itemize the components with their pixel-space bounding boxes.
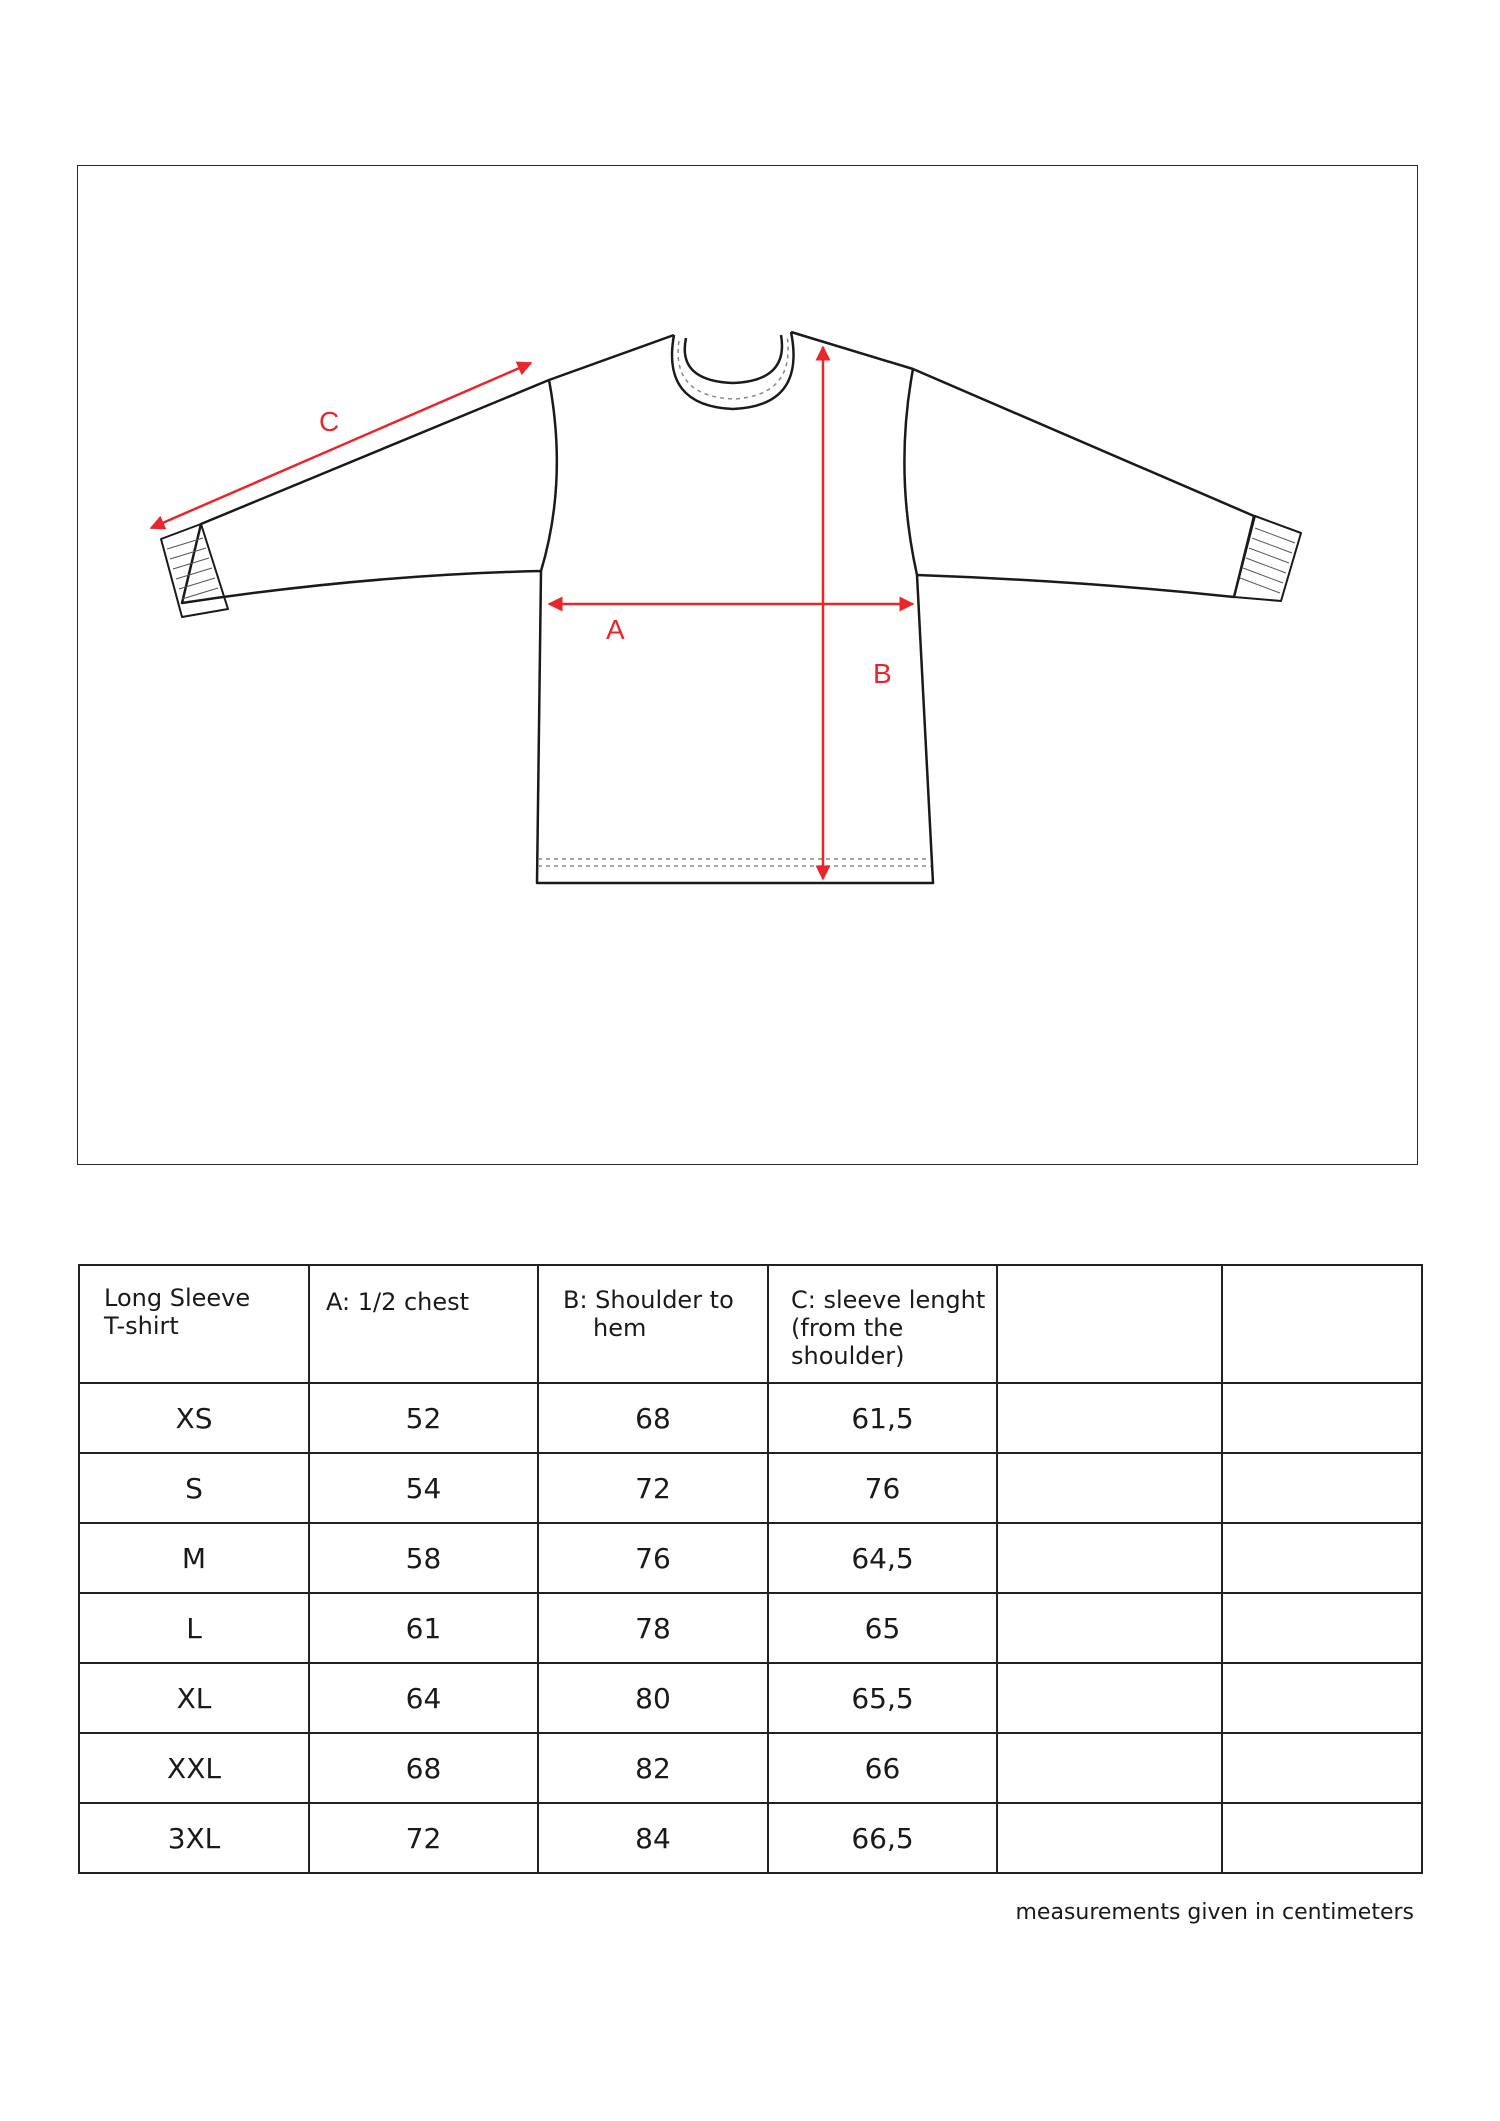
table-row: [79, 1453, 1422, 1523]
cell-a: 64: [309, 1663, 538, 1733]
left-armhole-seam: [541, 380, 557, 571]
collar-inner: [685, 335, 782, 383]
measure-c-arrow: [151, 363, 531, 528]
cell-empty: [997, 1593, 1222, 1663]
cell-c: 65: [768, 1593, 997, 1663]
cell-empty: [997, 1663, 1222, 1733]
header-cell-empty-2: [1222, 1265, 1422, 1383]
cell-empty: [1222, 1733, 1422, 1803]
cell-c: 66,5: [768, 1803, 997, 1873]
header-c-line3: shoulder): [791, 1342, 905, 1370]
hem-stitch: [538, 859, 931, 866]
cell-empty: [997, 1803, 1222, 1873]
cell-size: S: [79, 1453, 309, 1523]
cell-a: 58: [309, 1523, 538, 1593]
cell-empty: [1222, 1803, 1422, 1873]
cell-c: 66: [768, 1733, 997, 1803]
cell-c: 76: [768, 1453, 997, 1523]
table-row: [79, 1523, 1422, 1593]
shirt-outline: [182, 332, 1254, 883]
cell-a: 61: [309, 1593, 538, 1663]
cell-size: 3XL: [79, 1803, 309, 1873]
left-cuff: [161, 524, 228, 617]
header-c-line2: (from the: [791, 1314, 904, 1342]
cell-empty: [997, 1733, 1222, 1803]
cell-a: 54: [309, 1453, 538, 1523]
cell-size: M: [79, 1523, 309, 1593]
cell-empty: [1222, 1523, 1422, 1593]
cell-b: 78: [538, 1593, 768, 1663]
cell-b: 82: [538, 1733, 768, 1803]
cell-a: 72: [309, 1803, 538, 1873]
cell-empty: [1222, 1453, 1422, 1523]
header-garment-line2: T-shirt: [104, 1312, 179, 1340]
header-garment-line1: Long Sleeve: [104, 1284, 251, 1312]
cell-b: 80: [538, 1663, 768, 1733]
cell-a: 52: [309, 1383, 538, 1453]
diagram-frame: [77, 165, 1418, 1165]
cell-empty: [1222, 1383, 1422, 1453]
cell-size: XS: [79, 1383, 309, 1453]
table-header-row: [79, 1265, 1422, 1383]
table-row: [79, 1733, 1422, 1803]
cell-c: 64,5: [768, 1523, 997, 1593]
label-b: B: [873, 658, 892, 689]
cell-size: XL: [79, 1663, 309, 1733]
measurement-footnote: measurements given in centimeters: [1015, 1900, 1414, 1925]
cell-empty: [1222, 1663, 1422, 1733]
table-row: [79, 1383, 1422, 1453]
header-cell-empty-1: [997, 1265, 1222, 1383]
header-c-line1: C: sleeve lenght: [791, 1286, 986, 1314]
cell-empty: [997, 1523, 1222, 1593]
header-cell-garment: [79, 1265, 309, 1383]
header-cell-b: [538, 1265, 768, 1383]
cell-empty: [997, 1383, 1222, 1453]
header-cell-c: [768, 1265, 997, 1383]
collar-stitch: [678, 335, 788, 399]
cell-a: 68: [309, 1733, 538, 1803]
right-armhole-seam: [904, 369, 917, 575]
table-row: [79, 1593, 1422, 1663]
header-a-line1: A: 1/2 chest: [326, 1288, 470, 1316]
cell-size: XXL: [79, 1733, 309, 1803]
label-a: A: [606, 614, 625, 645]
header-cell-a: [309, 1265, 538, 1383]
collar-outer: [672, 332, 794, 409]
label-c: C: [319, 406, 340, 437]
table-row: [79, 1803, 1422, 1873]
header-b-line1: B: Shoulder to: [563, 1286, 734, 1314]
tshirt-diagram: [78, 166, 1419, 1166]
cell-b: 68: [538, 1383, 768, 1453]
header-b-line2: hem: [593, 1314, 647, 1342]
cell-b: 76: [538, 1523, 768, 1593]
cell-empty: [1222, 1593, 1422, 1663]
cell-c: 61,5: [768, 1383, 997, 1453]
cell-b: 72: [538, 1453, 768, 1523]
size-chart-table: [78, 1264, 1423, 1874]
cell-b: 84: [538, 1803, 768, 1873]
cell-c: 65,5: [768, 1663, 997, 1733]
cell-size: L: [79, 1593, 309, 1663]
table-row: [79, 1663, 1422, 1733]
cell-empty: [997, 1453, 1222, 1523]
